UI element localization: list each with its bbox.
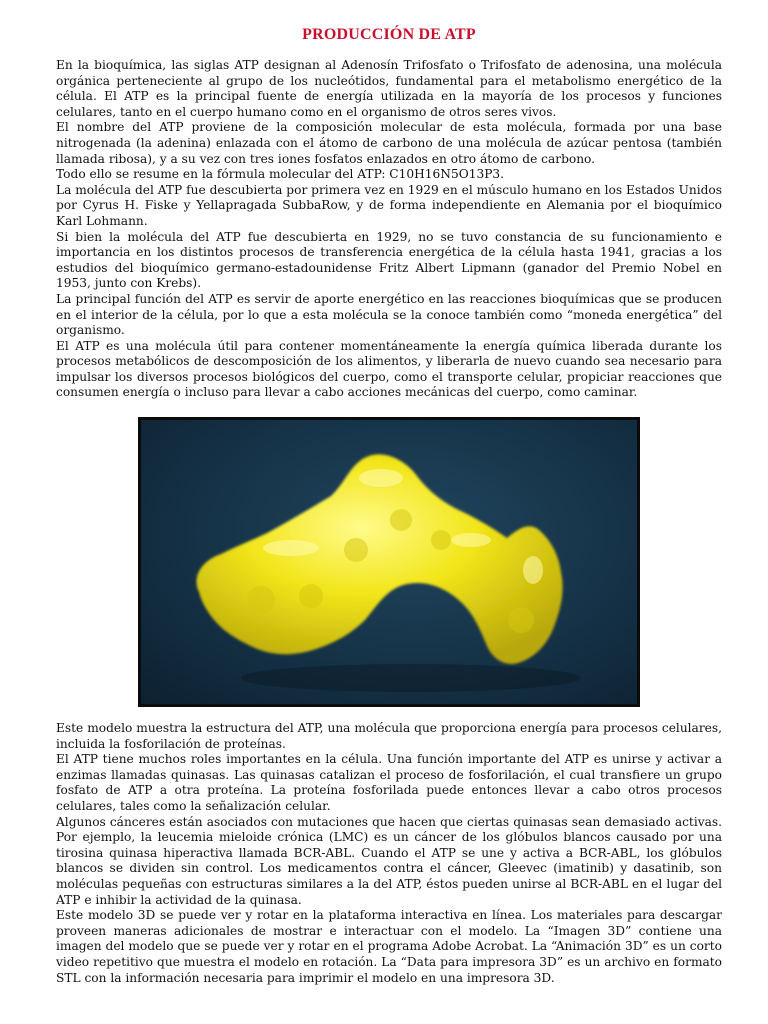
paragraph: Todo ello se resume en la fórmula molecular del ATP: C10H16N5O13P3. [56,167,505,182]
paragraph: Si bien la molécula del ATP fue descubierta en 1929, no se tuvo constancia de su funcionamiento e importancia en los distintos procesos de transferencia energética de la célula hasta 1941, gracias a los estudios del bioquímico germano-estadounidense Fritz Albert Lipmann (ganador del Premio Nobel en 1953, junto con Krebs). [56,229,722,291]
paragraph: La principal función del ATP es servir de aporte energético en las reacciones bioquímicas que se producen en el interior de la célula, por lo que a esta molécula se la conoce también como “moneda energética” del organismo. [56,291,722,338]
atp-molecule-image [138,417,640,707]
intro-section [56,58,722,401]
atp-molecule-illustration [141,420,637,704]
paragraph: Este modelo muestra la estructura del ATP, una molécula que proporciona energía para procesos celulares, incluida la fosforilación de proteínas. [56,721,722,751]
paragraph: En la bioquímica, las siglas ATP designan al Adenosín Trifosfato o Trifosfato de adenosina, una molécula orgánica perteneciente al grupo de los nucleótidos, fundamental para el metabolismo energético de la célula. El ATP es la principal fuente de energía utilizada en la mayoría de los procesos y funciones celulares, tanto en el cuerpo humano como en el organismo de otros seres vivos. [56,58,722,119]
body-section [56,721,722,986]
document-page [56,26,722,986]
paragraph: El ATP es una molécula útil para contener momentáneamente la energía química liberada durante los procesos metabólicos de descomposición de los alimentos, y liberarla de nuevo cuando sea necesario para impulsar los diversos procesos biológicos del cuerpo, como el transporte celular, propiciar reacciones que consumen energía o incluso para llevar a cabo acciones mecánicas del cuerpo, como caminar. [56,338,722,400]
paragraph: El ATP tiene muchos roles importantes en la célula. Una función importante del ATP es unirse y activar a enzimas llamadas quinasas. Las quinasas catalizan el proceso de fosforilación, el cual transfiere un grupo fosfato de ATP a otra proteína. La proteína fosforilada puede entonces llevar a cabo otros procesos celulares, tales como la señalización celular. [56,752,722,814]
page-title: PRODUCCIÓN DE ATP [302,26,476,43]
paragraph: La molécula del ATP fue descubierta por primera vez en 1929 en el músculo humano en los Estados Unidos por Cyrus H. Fiske y Yellapragada SubbaRow, y de forma independiente en Alemania por el bioquímico Karl Lohmann. [56,182,722,228]
paragraph: Algunos cánceres están asociados con mutaciones que hacen que ciertas quinasas sean demasiado activas. Por ejemplo, la leucemia mieloide crónica (LMC) es un cáncer de los glóbulos blancos causado por una tirosina quinasa hiperactiva llamada BCR-ABL. Cuando el ATP se une y activa a BCR-ABL, los glóbulos blancos se dividen sin control. Los medicamentos contra el cáncer, Gleevec (imatinib) y dasatinib, son moléculas pequeñas con estructuras similares a la del ATP, éstos pueden unirse al BCR-ABL en el lugar del ATP e inhibir la actividad de la quinasa. [56,814,722,907]
paragraph: Este modelo 3D se puede ver y rotar en la plataforma interactiva en línea. Los materiales para descargar proveen maneras adicionales de mostrar e interactuar con el modelo. La “Imagen 3D” contiene una imagen del modelo que se puede ver y rotar en el programa Adobe Acrobat. La “Animación 3D” es un corto video repetitivo que muestra el modelo en rotación. La “Data para impresora 3D” es un archivo en formato STL con la información necesaria para imprimir el modelo en una impresora 3D. [56,908,722,985]
paragraph: El nombre del ATP proviene de la composición molecular de esta molécula, formada por una base nitrogenada (la adenina) enlazada con el átomo de carbono de una molécula de azúcar pentosa (también llamada ribosa), y a su vez con tres iones fosfatos enlazados en otro átomo de carbono. [56,120,722,166]
